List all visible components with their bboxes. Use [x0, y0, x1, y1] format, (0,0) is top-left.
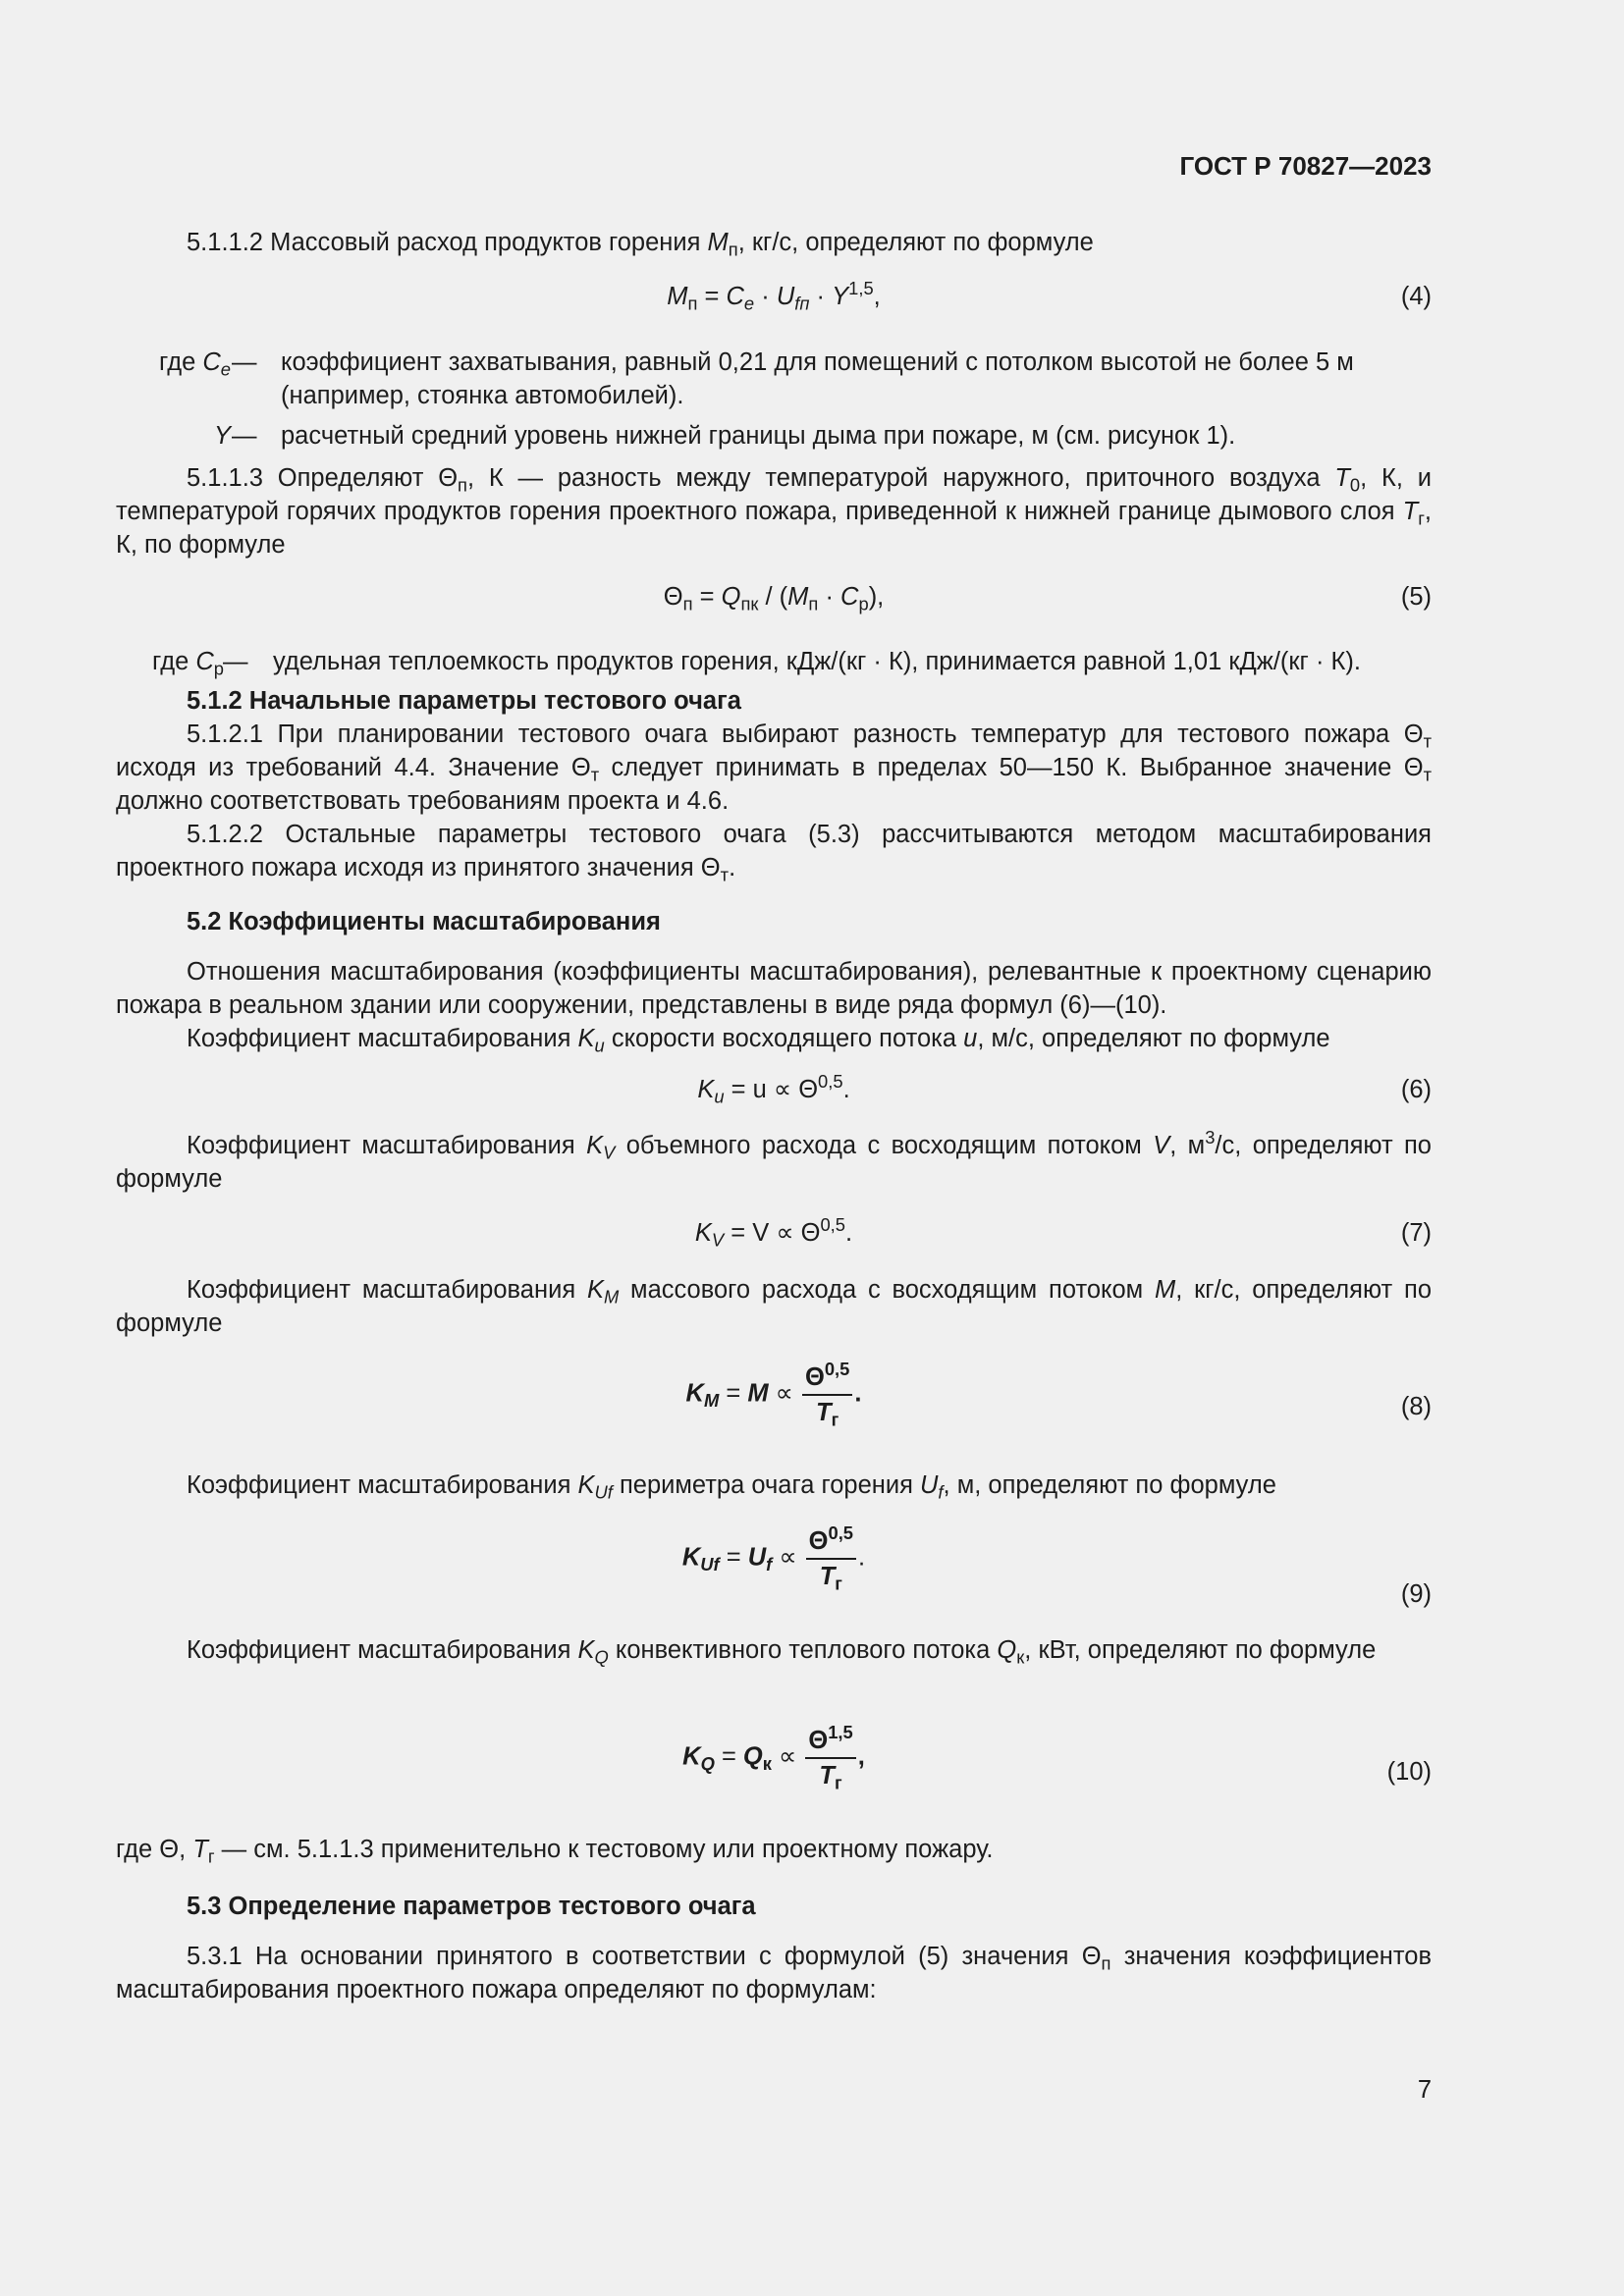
equation-9-formula: $K_{Uf} = U_f$ ∝ $\frac{\Theta^{0,5}}{T_г}$ .: [681, 1522, 866, 1594]
heading-5-2: 5.2 Коэффициенты масштабирования: [187, 908, 661, 935]
equation-10-formula: $K_Q = Q_к$ ∝ $\frac{\Theta^{1,5}}{T_г}$ ,: [682, 1721, 865, 1793]
paragraph-5-1-2-1: 5.1.2.1 При планировании тестового очага выбирают разность температур для тестового пожара $\Theta_т$ исходя из требований 4.4. Значение $\Theta_т$ следует принимать в пределах 50—150 К. Выбранное значение $\Theta_т$ должно соответствовать требованиям проекта и 4.6.: [116, 721, 1432, 815]
paragraph-5-3-1: 5.3.1 На основании принятого в соответствии с формулой (5) значения $\Theta_п$ значения коэффициентов масштабирования проектного пожара определяют по формулам:: [116, 1943, 1432, 2003]
paragraph-km: Коэффициент масштабирования $K_M$ массового расхода с восходящим потоком M, кг/с, определяют по формуле: [116, 1276, 1432, 1337]
equation-5-number: (5): [1400, 583, 1432, 611]
equation-4: [116, 277, 1432, 319]
paragraph-kv: Коэффициент масштабирования $K_V$ объемного расхода с восходящим потоком V, $м^3/с$, определяют по формуле: [116, 1126, 1432, 1193]
equation-10-number: (10): [1386, 1758, 1432, 1786]
equation-5-formula: $\Theta_п = Q_{пк} / (M_п \cdot C_p)$,: [663, 583, 885, 614]
equation-10: [116, 1721, 1432, 1814]
paragraph-kuf: Коэффициент масштабирования $K_{Uf}$ периметра очага горения $U_f$, м, определяют по формуле: [187, 1471, 1276, 1503]
equation-4-number: (4): [1400, 283, 1432, 310]
equation-5: [116, 580, 1432, 619]
equation-9-fraction: $\frac{\Theta^{0,5}}{T_г}$: [806, 1526, 856, 1591]
where-cp: где $C_p$ — удельная теплоемкость продуктов горения, кДж/(кг · К), принимается равной 1,01 кДж/(кг · К).: [116, 645, 1432, 678]
equation-6-formula: $K_u = u \propto \Theta^{0,5}$.: [697, 1070, 850, 1107]
paragraph-ku: Коэффициент масштабирования $K_u$ скорости восходящего потока u, м/с, определяют по формуле: [187, 1025, 1330, 1056]
where-ce-definition: коэффициент захватывания, равный 0,21 для помещений с потолком высотой не более 5 м (например, стоянка автомобилей).: [281, 348, 1354, 409]
document-header: ГОСТ Р 70827—2023: [1179, 151, 1432, 181]
where-y: Y — расчетный средний уровень нижней границы дыма при пожаре, м (см. рисунок 1).: [116, 419, 1432, 453]
equation-8: [116, 1358, 1432, 1441]
equation-4-formula: $M_п = C_e \cdot U_{fп} \cdot Y^{1,5}$,: [667, 277, 881, 314]
page-number: 7: [1417, 2076, 1432, 2104]
equation-7-number: (7): [1400, 1219, 1432, 1247]
document-page: [116, 0, 1432, 2296]
paragraph-5-1-2-2: 5.1.2.2 Остальные параметры тестового очага (5.3) рассчитываются методом масштабирования проектного пожара исходя из принятого значения $\Theta_т$.: [116, 821, 1432, 885]
paragraph-5-2-intro: Отношения масштабирования (коэффициенты масштабирования), релевантные к проектному сценарию пожара в реальном здании или сооружении, представлены в виде ряда формул (6)—(10).: [116, 958, 1432, 1019]
equation-10-fraction: $\frac{\Theta^{1,5}}{T_г}$: [805, 1726, 855, 1790]
heading-5-3: 5.3 Определение параметров тестового очага: [187, 1893, 756, 1920]
equation-6: [116, 1070, 1432, 1112]
paragraph-where-theta: где Θ, $T_г$ — см. 5.1.1.3 применительно к тестовому или проектному пожару.: [116, 1836, 994, 1867]
paragraph-5-1-1-2: 5.1.1.2 Массовый расход продуктов горения $M_п$, кг/с, определяют по формуле: [187, 229, 1094, 260]
where-ce: где $C_e$ — коэффициент захватывания, равный 0,21 для помещений с потолком высотой не более 5 м (например, стоянка автомобилей).: [116, 346, 1432, 414]
equation-9-number: (9): [1400, 1580, 1432, 1608]
equation-8-fraction: $\frac{\Theta^{0,5}}{T_г}$: [802, 1362, 852, 1427]
equation-6-number: (6): [1400, 1076, 1432, 1103]
equation-9: [116, 1522, 1432, 1615]
equation-8-formula: $K_M = M$ ∝ $\frac{\Theta^{0,5}}{T_г}$ .: [685, 1358, 862, 1430]
paragraph-kq: Коэффициент масштабирования $K_Q$ конвективного теплового потока $Q_к$, кВт, определяют по формуле: [187, 1636, 1377, 1668]
paragraph-5-1-1-3: 5.1.1.3 Определяют $\Theta_п$, К — разность между температурой наружного, приточного воздуха $T_0$, К, и температурой горячих продуктов горения проектного пожара, приведенной к нижней границе дымового слоя $T_г$, К, по формуле: [116, 464, 1433, 559]
heading-5-1-2: 5.1.2 Начальные параметры тестового очага: [187, 687, 741, 715]
equation-8-number: (8): [1400, 1393, 1432, 1420]
where-cp-definition: удельная теплоемкость продуктов горения, кДж/(кг · К), принимается равной 1,01 кДж/(кг · К).: [273, 648, 1361, 675]
where-y-definition: расчетный средний уровень нижней границы дыма при пожаре, м (см. рисунок 1).: [281, 422, 1236, 450]
equation-7: [116, 1213, 1432, 1255]
equation-7-formula: $K_V = V \propto \Theta^{0,5}$.: [694, 1213, 853, 1251]
